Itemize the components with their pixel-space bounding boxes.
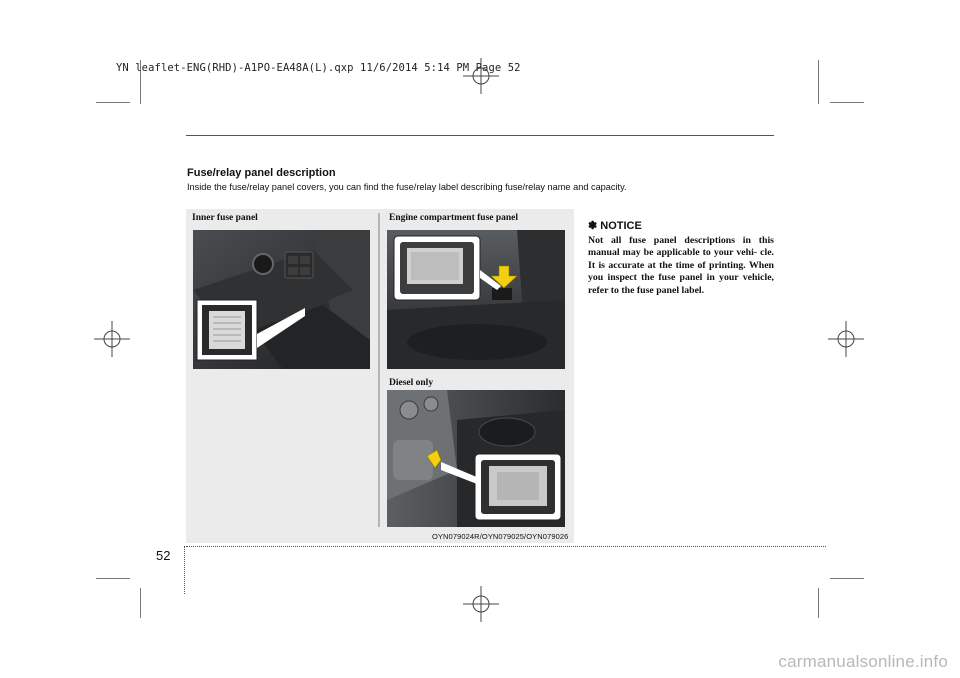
- notice-asterisk-icon: ✽: [588, 220, 598, 232]
- figure-divider: [378, 213, 380, 527]
- crop-mark: [96, 102, 130, 103]
- label-inner-fuse-panel: Inner fuse panel: [192, 213, 258, 223]
- page-footer-rule-vertical: [184, 546, 185, 594]
- figure-caption: OYN079024R/OYN079025/OYN079026: [432, 532, 569, 541]
- header-rule: [186, 135, 774, 136]
- crop-mark: [830, 578, 864, 579]
- photo-engine-fuse-panel: [387, 230, 565, 369]
- registration-mark-icon: [94, 321, 130, 357]
- crop-mark: [140, 588, 141, 618]
- label-engine-fuse-panel: Engine compartment fuse panel: [389, 213, 519, 223]
- registration-mark-icon: [463, 586, 499, 622]
- notice-title-text: NOTICE: [600, 220, 642, 232]
- crop-mark: [818, 60, 819, 104]
- section-intro: Inside the fuse/relay panel covers, you can find the fuse/relay label describing fuse/relay name and capacity.: [187, 182, 627, 192]
- page-number: 52: [156, 548, 171, 563]
- photo-inner-fuse-panel: [193, 230, 370, 369]
- registration-mark-icon: [828, 321, 864, 357]
- photo-diesel-fuse-panel: [387, 390, 565, 527]
- section-heading: Fuse/relay panel description: [187, 167, 336, 179]
- notice-body: Not all fuse panel descriptions in this manual may be applicable to your vehi- cle. It is accurate at the time of printing. When you inspect the fuse panel in your vehicle, refer to the fuse panel label.: [588, 235, 774, 296]
- crop-mark: [818, 588, 819, 618]
- notice-title: [588, 219, 642, 232]
- page-footer-rule: [186, 546, 826, 547]
- crop-mark: [96, 578, 130, 579]
- label-diesel-only: Diesel only: [389, 378, 434, 388]
- watermark: carmanualsonline.info: [778, 652, 948, 671]
- crop-mark: [830, 102, 864, 103]
- print-slug: YN leaflet-ENG(RHD)-A1PO-EA48A(L).qxp 11/6/2014 5:14 PM Page 52: [116, 62, 521, 74]
